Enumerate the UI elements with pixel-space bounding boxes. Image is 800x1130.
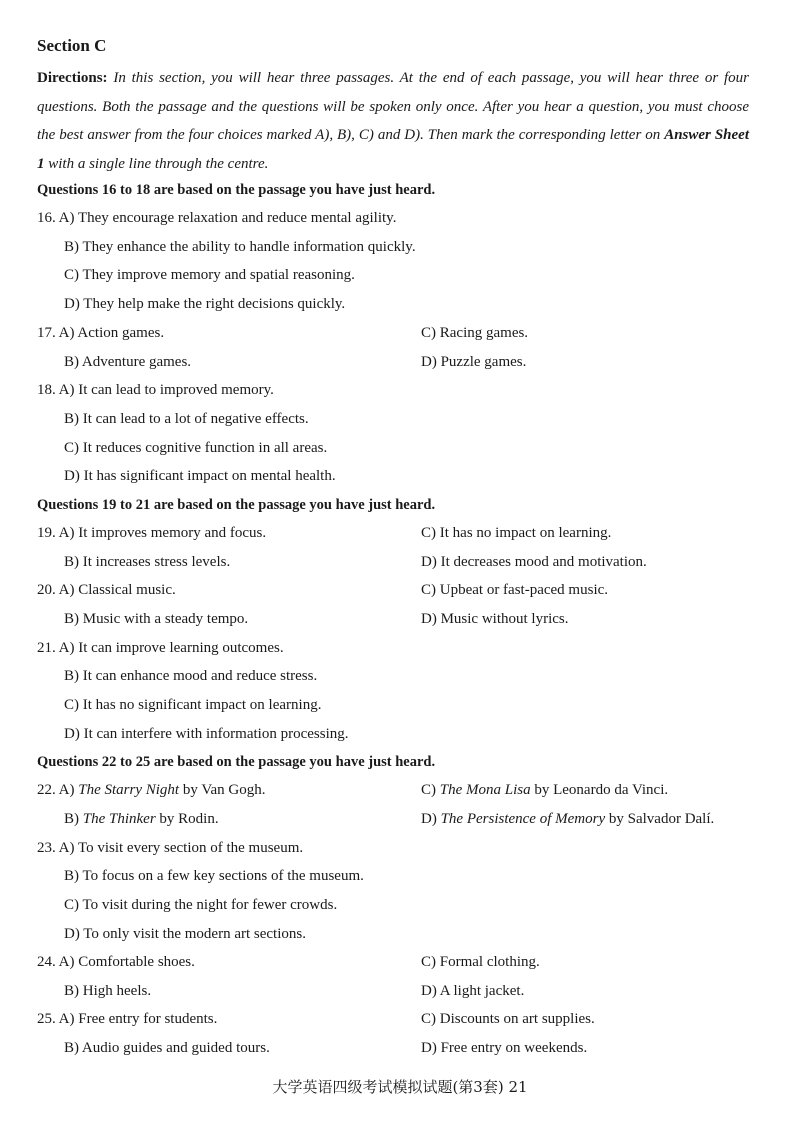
q22-b-prefix: B): [64, 811, 83, 827]
q23-option-d: D) To only visit the modern art sections.: [64, 926, 306, 942]
q22-b-title: The Thinker: [82, 811, 156, 827]
q20-option-b: B) Music with a steady tempo.: [64, 611, 249, 627]
q22-a-suffix: by Van Gogh.: [179, 782, 266, 798]
q22-b-suffix: by Rodin.: [155, 811, 219, 827]
q21-option-a: 21. A) It can improve learning outcomes.: [37, 640, 284, 656]
q24-option-a: 24. A) Comfortable shoes.: [37, 954, 195, 970]
q17-option-a: 17. A) Action games.: [37, 325, 165, 341]
q22-a-prefix: 22. A): [37, 782, 79, 798]
q21-option-d: D) It can interfere with information processing.: [64, 726, 349, 742]
q18-option-d: D) It has significant impact on mental health.: [64, 468, 336, 484]
q19-option-c: C) It has no impact on learning.: [421, 525, 612, 541]
q19-option-b: B) It increases stress levels.: [64, 554, 231, 570]
q17-option-c: C) Racing games.: [421, 325, 529, 341]
q19-option-d: D) It decreases mood and motivation.: [421, 554, 647, 570]
q16-option-c: C) They improve memory and spatial reasoning.: [64, 267, 355, 283]
q22-c-suffix: by Leonardo da Vinci.: [530, 782, 669, 798]
q23-option-b: B) To focus on a few key sections of the museum.: [64, 868, 364, 884]
answer-sheet-label: Answer Sheet 1: [37, 127, 749, 172]
q19-option-a: 19. A) It improves memory and focus.: [37, 525, 267, 541]
q25-option-a: 25. A) Free entry for students.: [37, 1011, 218, 1027]
section-title: Section C: [37, 36, 107, 55]
page-footer: 大学英语四级考试模拟试题(第3套) 21: [272, 1078, 528, 1096]
q22-d-prefix: D): [421, 811, 441, 827]
q17-option-d: D) Puzzle games.: [421, 354, 527, 370]
q21-option-c: C) It has no significant impact on learning.: [64, 697, 322, 713]
q21-option-b: B) It can enhance mood and reduce stress.: [64, 668, 318, 684]
q22-option-c: [421, 782, 668, 799]
q22-option-d: [421, 811, 714, 828]
q22-option-b: [64, 811, 219, 828]
q22-option-a: [37, 782, 265, 799]
q22-d-title: The Persistence of Memory: [440, 811, 606, 827]
q20-option-c: C) Upbeat or fast-paced music.: [421, 582, 609, 598]
directions-lead: Directions:: [37, 70, 108, 86]
group-header-19-21: Questions 19 to 21 are based on the passage you have just heard.: [37, 497, 436, 513]
q22-d-suffix: by Salvador Dalí.: [605, 811, 715, 827]
q24-option-c: C) Formal clothing.: [421, 954, 540, 970]
q23-option-a: 23. A) To visit every section of the museum.: [37, 840, 304, 856]
q16-option-a: 16. A) They encourage relaxation and reduce mental agility.: [37, 210, 397, 226]
directions-paragraph: [37, 64, 749, 178]
directions-text-part1: In this section, you will hear three passages. At the end of each passage, you will hear three or four questions. Both the passage and the questions will be spoken only once. After you hear a question, you must choose the best answer from the four choices marked A), B), C) and D). Then mark the corresponding letter on: [37, 70, 749, 143]
q22-c-title: The Mona Lisa: [439, 782, 531, 798]
q24-option-d: D) A light jacket.: [421, 983, 525, 999]
q18-option-a: 18. A) It can lead to improved memory.: [37, 382, 274, 398]
q22-c-prefix: C): [421, 782, 440, 798]
q18-option-b: B) It can lead to a lot of negative effects.: [64, 411, 309, 427]
group-header-16-18: Questions 16 to 18 are based on the passage you have just heard.: [37, 182, 436, 198]
q16-option-d: D) They help make the right decisions quickly.: [64, 296, 346, 312]
q25-option-b: B) Audio guides and guided tours.: [64, 1040, 270, 1056]
q18-option-c: C) It reduces cognitive function in all areas.: [64, 440, 328, 456]
q25-option-d: D) Free entry on weekends.: [421, 1040, 588, 1056]
q16-option-b: B) They enhance the ability to handle information quickly.: [64, 239, 416, 255]
q20-option-d: D) Music without lyrics.: [421, 611, 569, 627]
q25-option-c: C) Discounts on art supplies.: [421, 1011, 595, 1027]
q22-a-title: The Starry Night: [78, 782, 180, 798]
q20-option-a: 20. A) Classical music.: [37, 582, 176, 598]
q23-option-c: C) To visit during the night for fewer crowds.: [64, 897, 338, 913]
directions-text-part2: with a single line through the centre.: [44, 155, 269, 172]
q17-option-b: B) Adventure games.: [64, 354, 192, 370]
group-header-22-25: Questions 22 to 25 are based on the passage you have just heard.: [37, 754, 436, 770]
q24-option-b: B) High heels.: [64, 983, 152, 999]
